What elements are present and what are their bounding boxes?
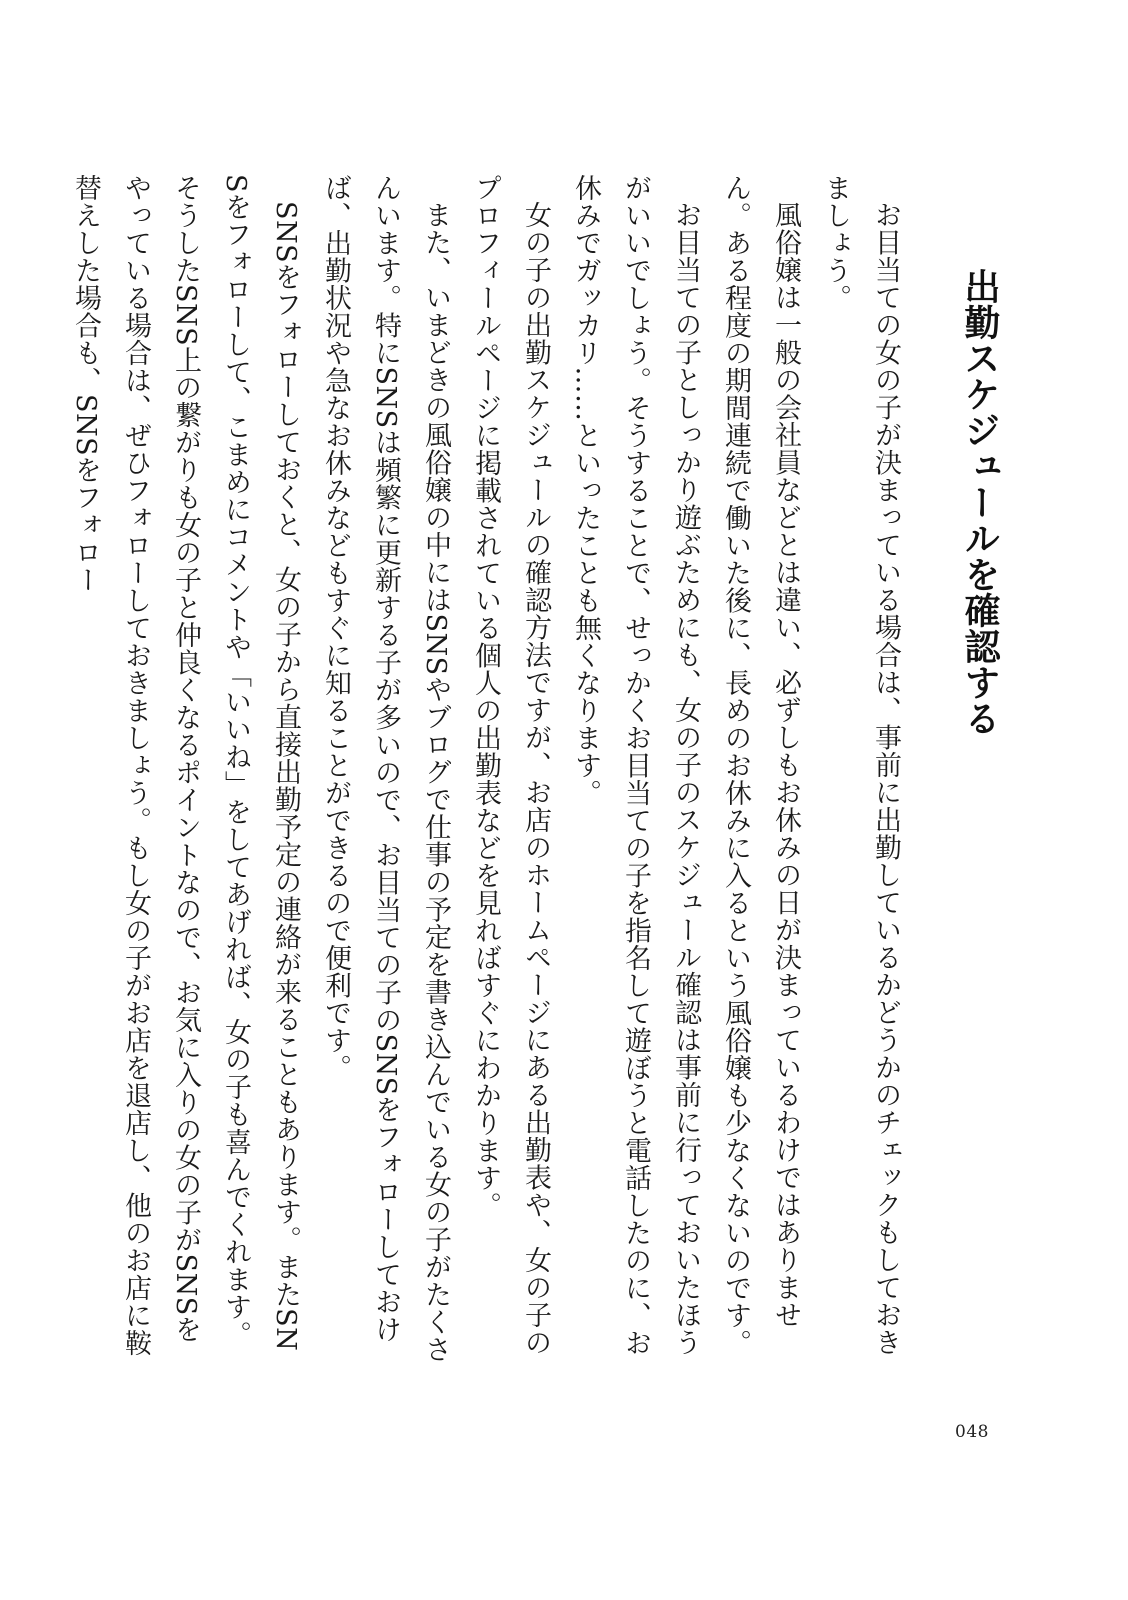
paragraph: SNSをフォローしておくと、女の子から直接出勤予定の連絡が来ることもあります。またSNSをフォローして、こまめにコメントや「いいね」をしてあげれば、女の子も喜んでくれます。そうしたSNS上の繋がりも女の子と仲良くなるポイントなので、お気に入りの女の子がSNSをやっている場合は、ぜひフォローしておきましょう。もし女の子がお店を退店し、他のお店に鞍替えした場合も、SNSをフォロー [70, 174, 301, 1357]
paragraph: お目当ての女の子が決まっている場合は、事前に出勤しているかどうかのチェックもしておきましょう。 [820, 174, 901, 1356]
body-text [70, 174, 910, 1364]
paragraph: 女の子の出勤スケジュールの確認方法ですが、お店のホームページにある出勤表や、女の子のプロフィールページに掲載されている個人の出勤表などを見ればすぐにわかります。 [470, 174, 551, 1356]
paragraph: お目当ての子としっかり遊ぶためにも、女の子のスケジュール確認は事前に行っておいたほうがいいでしょう。そうすることで、せっかくお目当ての子を指名して遊ぼうと電話したのに、お休みでガッカリ……といったことも無くなります。 [570, 174, 701, 1357]
paragraph: また、いまどきの風俗嬢の中にはSNSやブログで仕事の予定を書き込んでいる女の子がたくさんいます。特にSNSは頻繁に更新する子が多いので、お目当ての子のSNSをフォローしておけば、出勤状況や急なお休みなどもすぐに知ることができるので便利です。 [320, 174, 451, 1364]
paragraph: 風俗嬢は一般の会社員などとは違い、必ずしもお休みの日が決まっているわけではありません。ある程度の期間連続で働いた後に、長めのお休みに入るという風俗嬢も少なくないのです。 [720, 174, 801, 1357]
section-heading: 出勤スケジュールを確認する [959, 268, 1000, 736]
page-number: 048 [955, 1422, 989, 1442]
